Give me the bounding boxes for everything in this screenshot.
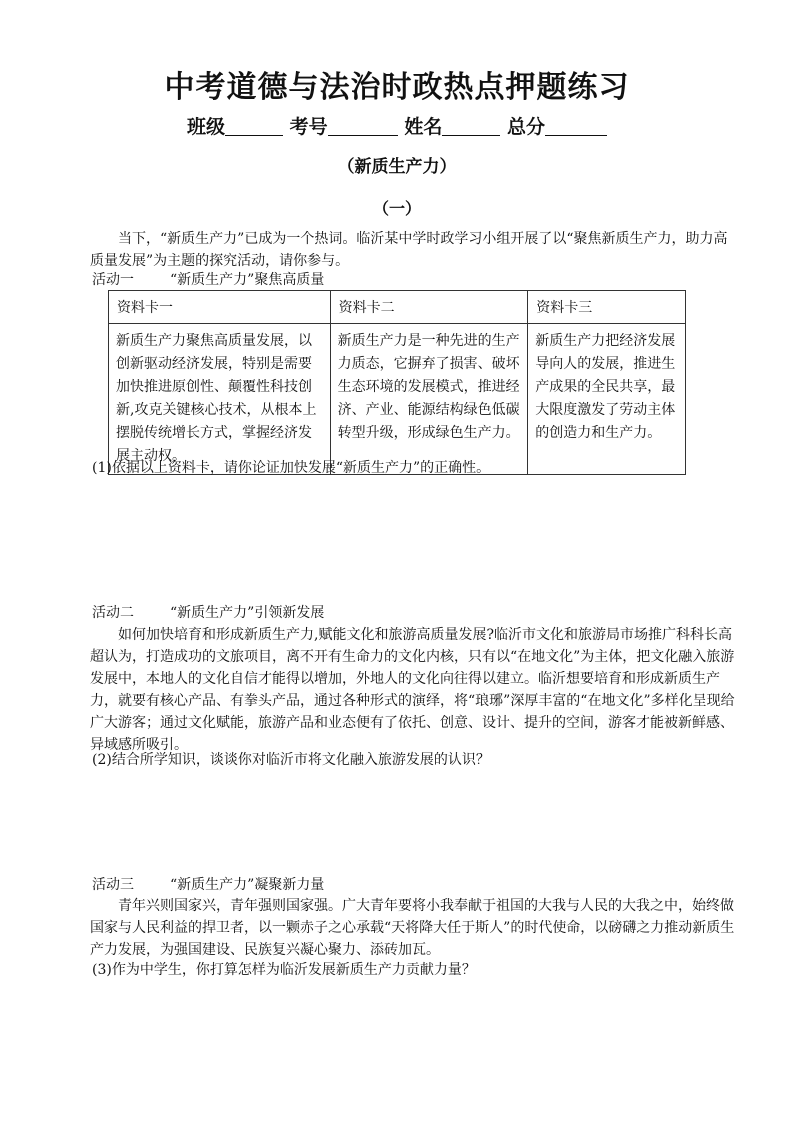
activity3-title: “新质生产力”凝聚新力量 (170, 877, 325, 893)
activity2-label: 活动二 (92, 605, 134, 621)
name-label: 姓名 (404, 116, 443, 138)
card3-body: 新质生产力把经济发展导向人的发展，推进生产成果的全民共享，最大限度激发了劳动主体的创造力和生产力。 (528, 324, 686, 475)
answer-space-3[interactable] (90, 984, 738, 1094)
activity3-label: 活动三 (92, 877, 134, 893)
activity2-title: “新质生产力”引领新发展 (170, 605, 325, 621)
class-blank[interactable] (225, 117, 283, 136)
card1-body: 新质生产力聚焦高质量发展，以创新驱动经济发展，特别是需要加快推进原创性、颠覆性科技创新,攻克关键核心技术，从根本上摆脱传统增长方式，掌握经济发展主动权。 (109, 324, 331, 475)
question-2: (2)结合所学知识，谈谈你对临沂市将文化融入旅游发展的认识？ (92, 752, 490, 768)
name-blank[interactable] (442, 117, 500, 136)
question-1: (1)依据以上资料卡，请你论证加快发展“新质生产力”的正确性。 (92, 460, 491, 476)
activity2-heading (92, 603, 324, 623)
activity1-label: 活动一 (92, 272, 134, 288)
cards-header-row (109, 291, 686, 324)
question-3: (3)作为中学生，你打算怎样为临沂发展新质生产力贡献力量？ (92, 962, 476, 978)
score-blank[interactable] (545, 117, 607, 136)
card2-header: 资料卡二 (330, 291, 528, 324)
number-blank[interactable] (328, 117, 398, 136)
topic-subtitle: （新质生产力） (337, 157, 457, 177)
cards-body-row (109, 324, 686, 475)
number-label: 考号 (289, 116, 328, 138)
card2-body: 新质生产力是一种先进的生产力质态，它摒弃了损害、破坏生态环境的发展模式，推进经济、产业、能源结构绿色低碳转型升级，形成绿色生产力。 (330, 324, 528, 475)
page-title: 中考道德与法治时政热点押题练习 (164, 70, 630, 105)
activity2-paragraph: 如何加快培育和形成新质生产力,赋能文化和旅游高质量发展?临沂市文化和旅游局市场推广科科长高超认为，打造成功的文旅项目，离不开有生命力的文化内核，只有以“在地文化”为主体，把文化融入旅游发展中，本地人的文化自信才能得以增加，外地人的文化向往得以建立。临沂想要培育和形成新质生产力，就要有核心产品、有拳头产品，通过各种形式的演绎，将“琅琊”深厚丰富的“在地文化”多样化呈现给广大游客；通过文化赋能，旅游产品和业态便有了依托、创意、设计、提升的空间，游客才能被新鲜感、异域感所吸引。 (90, 627, 735, 753)
class-label: 班级 (187, 116, 226, 138)
part-heading: （一） (372, 199, 421, 218)
activity3-heading (92, 875, 324, 895)
student-info-fields (0, 112, 794, 139)
card1-header: 资料卡一 (109, 291, 331, 324)
activity1-heading (92, 270, 324, 290)
answer-space-2[interactable] (90, 774, 738, 869)
card3-header: 资料卡三 (528, 291, 686, 324)
intro-paragraph: 当下，“新质生产力”已成为一个热词。临沂某中学时政学习小组开展了以“聚焦新质生产力，助力高质量发展”为主题的探究活动，请你参与。 (90, 231, 728, 269)
activity1-title: “新质生产力”聚焦高质量 (170, 272, 325, 288)
score-label: 总分 (506, 116, 545, 138)
material-cards-table (108, 290, 686, 475)
activity3-paragraph: 青年兴则国家兴，青年强则国家强。广大青年要将小我奉献于祖国的大我与人民的大我之中，始终做国家与人民利益的捍卫者，以一颗赤子之心承载“天将降大任于斯人”的时代使命，以磅礴之力推动新质生产力发展，为强国建设、民族复兴凝心聚力、添砖加瓦。 (90, 898, 735, 958)
answer-space-1[interactable] (90, 482, 738, 597)
